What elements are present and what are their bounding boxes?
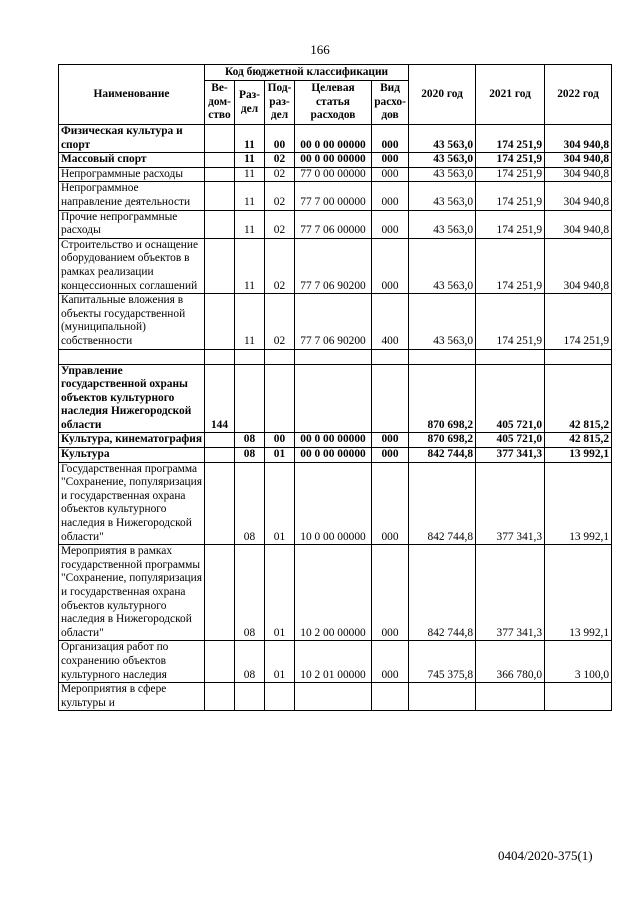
row-name: Мероприятия в сфере культуры и [59, 683, 205, 711]
row-vid-raskhodov [372, 364, 409, 433]
row-razdel [235, 683, 265, 711]
row-value-2021 [476, 349, 545, 364]
row-value-2022: 304 940,8 [545, 238, 612, 293]
row-value-2021: 174 251,9 [476, 210, 545, 238]
header-name: Наименование [59, 65, 205, 125]
row-value-2020: 43 563,0 [409, 182, 476, 210]
row-podrazdel: 02 [265, 210, 295, 238]
table-row [59, 448, 612, 463]
table-row [59, 545, 612, 641]
row-vid-raskhodov: 000 [372, 462, 409, 545]
row-podrazdel: 01 [265, 448, 295, 463]
row-podrazdel: 02 [265, 238, 295, 293]
row-value-2020: 43 563,0 [409, 153, 476, 168]
row-vedomstvo [205, 153, 235, 168]
row-value-2020: 745 375,8 [409, 641, 476, 683]
row-razdel: 08 [235, 545, 265, 641]
row-razdel: 08 [235, 433, 265, 448]
row-razdel: 08 [235, 462, 265, 545]
row-razdel: 08 [235, 448, 265, 463]
row-value-2021 [476, 683, 545, 711]
row-name: Прочие непрограммные расходы [59, 210, 205, 238]
table-row [59, 238, 612, 293]
row-value-2022: 13 992,1 [545, 462, 612, 545]
row-vid-raskhodov: 000 [372, 125, 409, 153]
row-vedomstvo [205, 125, 235, 153]
row-name: Непрограммное направление деятельности [59, 182, 205, 210]
row-name: Культура [59, 448, 205, 463]
row-vedomstvo [205, 433, 235, 448]
row-razdel: 11 [235, 167, 265, 182]
row-celevaya-statya: 00 0 00 00000 [295, 125, 372, 153]
row-value-2022 [545, 683, 612, 711]
row-vid-raskhodov: 000 [372, 210, 409, 238]
row-razdel: 11 [235, 125, 265, 153]
row-vid-raskhodov: 000 [372, 545, 409, 641]
row-value-2022: 174 251,9 [545, 294, 612, 349]
row-celevaya-statya: 00 0 00 00000 [295, 153, 372, 168]
row-name: Строительство и оснащение оборудованием объектов в рамках реализации концессионных соглашений [59, 238, 205, 293]
row-podrazdel: 02 [265, 294, 295, 349]
row-value-2021: 405 721,0 [476, 364, 545, 433]
document-code: 0404/2020-375(1) [498, 848, 593, 863]
row-celevaya-statya: 00 0 00 00000 [295, 448, 372, 463]
row-razdel: 11 [235, 153, 265, 168]
row-value-2021: 405 721,0 [476, 433, 545, 448]
row-celevaya-statya: 10 0 00 00000 [295, 462, 372, 545]
row-vid-raskhodov: 000 [372, 641, 409, 683]
row-value-2021: 174 251,9 [476, 294, 545, 349]
row-vid-raskhodov: 400 [372, 294, 409, 349]
header-2021: 2021 год [476, 65, 545, 125]
row-value-2021: 377 341,3 [476, 462, 545, 545]
row-podrazdel [265, 349, 295, 364]
table-row [59, 683, 612, 711]
row-celevaya-statya: 10 2 00 00000 [295, 545, 372, 641]
row-vedomstvo [205, 167, 235, 182]
header-classification-group: Код бюджетной классификации [205, 65, 409, 81]
row-value-2021: 174 251,9 [476, 182, 545, 210]
row-podrazdel: 00 [265, 125, 295, 153]
table-row [59, 462, 612, 545]
row-name: Физическая культура и спорт [59, 125, 205, 153]
row-podrazdel: 01 [265, 641, 295, 683]
row-value-2020: 43 563,0 [409, 294, 476, 349]
row-value-2022: 13 992,1 [545, 448, 612, 463]
row-name: Культура, кинематография [59, 433, 205, 448]
row-vedomstvo [205, 448, 235, 463]
row-razdel: 11 [235, 238, 265, 293]
row-value-2021: 174 251,9 [476, 125, 545, 153]
row-celevaya-statya: 77 0 00 00000 [295, 167, 372, 182]
row-name: Капитальные вложения в объекты государственной (муниципальной) собственности [59, 294, 205, 349]
row-value-2022 [545, 349, 612, 364]
row-razdel [235, 349, 265, 364]
row-vid-raskhodov: 000 [372, 153, 409, 168]
row-celevaya-statya: 00 0 00 00000 [295, 433, 372, 448]
table-row [59, 153, 612, 168]
row-value-2022: 304 940,8 [545, 182, 612, 210]
table-row [59, 210, 612, 238]
row-value-2020: 43 563,0 [409, 210, 476, 238]
row-celevaya-statya: 77 7 06 00000 [295, 210, 372, 238]
row-value-2020: 842 744,8 [409, 448, 476, 463]
header-2022: 2022 год [545, 65, 612, 125]
row-value-2020: 43 563,0 [409, 238, 476, 293]
row-podrazdel: 02 [265, 182, 295, 210]
row-value-2022: 42 815,2 [545, 433, 612, 448]
table-row [59, 364, 612, 433]
row-celevaya-statya [295, 683, 372, 711]
row-name: Мероприятия в рамках государственной программы "Сохранение, популяризация и государственная охрана объектов культурного наследия в Нижегородской области" [59, 545, 205, 641]
row-value-2021: 174 251,9 [476, 153, 545, 168]
table-row [59, 182, 612, 210]
row-value-2020: 842 744,8 [409, 462, 476, 545]
row-value-2022: 304 940,8 [545, 125, 612, 153]
spacer-row [59, 349, 612, 364]
row-value-2022: 304 940,8 [545, 210, 612, 238]
row-value-2020: 870 698,2 [409, 364, 476, 433]
row-vid-raskhodov [372, 349, 409, 364]
row-value-2021: 377 341,3 [476, 545, 545, 641]
row-vedomstvo [205, 641, 235, 683]
row-razdel: 08 [235, 641, 265, 683]
table-row [59, 125, 612, 153]
row-podrazdel [265, 683, 295, 711]
row-celevaya-statya [295, 349, 372, 364]
row-razdel: 11 [235, 182, 265, 210]
row-vid-raskhodov: 000 [372, 238, 409, 293]
row-value-2022: 304 940,8 [545, 153, 612, 168]
row-podrazdel: 01 [265, 462, 295, 545]
row-celevaya-statya [295, 364, 372, 433]
row-vedomstvo [205, 462, 235, 545]
row-value-2022: 42 815,2 [545, 364, 612, 433]
budget-table [58, 64, 612, 711]
header-2020: 2020 год [409, 65, 476, 125]
row-value-2021: 174 251,9 [476, 238, 545, 293]
row-name: Государственная программа "Сохранение, популяризация и государственная охрана объектов культурного наследия в Нижегородской области" [59, 462, 205, 545]
row-name: Организация работ по сохранению объектов культурного наследия [59, 641, 205, 683]
row-celevaya-statya: 10 2 01 00000 [295, 641, 372, 683]
row-celevaya-statya: 77 7 06 90200 [295, 238, 372, 293]
row-razdel: 11 [235, 210, 265, 238]
row-razdel [235, 364, 265, 433]
table-row [59, 433, 612, 448]
row-vedomstvo [205, 210, 235, 238]
row-value-2020: 842 744,8 [409, 545, 476, 641]
row-value-2021: 174 251,9 [476, 167, 545, 182]
header-vid-raskhodov: Вид расхо-дов [372, 81, 409, 125]
row-value-2020: 870 698,2 [409, 433, 476, 448]
row-name: Массовый спорт [59, 153, 205, 168]
row-name: Непрограммные расходы [59, 167, 205, 182]
row-value-2020 [409, 683, 476, 711]
table-row [59, 294, 612, 349]
header-podrazdel: Под-раз-дел [265, 81, 295, 125]
row-vedomstvo [205, 683, 235, 711]
row-vedomstvo [205, 349, 235, 364]
table-row [59, 641, 612, 683]
row-razdel: 11 [235, 294, 265, 349]
header-razdel: Раз-дел [235, 81, 265, 125]
row-vid-raskhodov: 000 [372, 182, 409, 210]
row-value-2021: 377 341,3 [476, 448, 545, 463]
row-podrazdel: 02 [265, 167, 295, 182]
row-value-2020 [409, 349, 476, 364]
row-vedomstvo [205, 294, 235, 349]
row-value-2020: 43 563,0 [409, 167, 476, 182]
row-celevaya-statya: 77 7 00 00000 [295, 182, 372, 210]
row-podrazdel: 00 [265, 433, 295, 448]
row-vid-raskhodov: 000 [372, 167, 409, 182]
row-value-2020: 43 563,0 [409, 125, 476, 153]
table-body [59, 125, 612, 711]
row-vedomstvo [205, 182, 235, 210]
row-value-2021: 366 780,0 [476, 641, 545, 683]
row-name [59, 349, 205, 364]
row-vedomstvo [205, 238, 235, 293]
row-celevaya-statya: 77 7 06 90200 [295, 294, 372, 349]
row-podrazdel: 02 [265, 153, 295, 168]
row-value-2022: 304 940,8 [545, 167, 612, 182]
row-vedomstvo [205, 545, 235, 641]
row-podrazdel [265, 364, 295, 433]
row-value-2022: 13 992,1 [545, 545, 612, 641]
row-vid-raskhodov: 000 [372, 433, 409, 448]
header-celevaya-statya: Целевая статья расходов [295, 81, 372, 125]
row-vid-raskhodov [372, 683, 409, 711]
row-podrazdel: 01 [265, 545, 295, 641]
header-vedomstvo: Ве-дом-ство [205, 81, 235, 125]
row-name: Управление государственной охраны объектов культурного наследия Нижегородской области [59, 364, 205, 433]
table-row [59, 167, 612, 182]
row-value-2022: 3 100,0 [545, 641, 612, 683]
row-vedomstvo: 144 [205, 364, 235, 433]
row-vid-raskhodov: 000 [372, 448, 409, 463]
page-number: 166 [310, 42, 330, 57]
